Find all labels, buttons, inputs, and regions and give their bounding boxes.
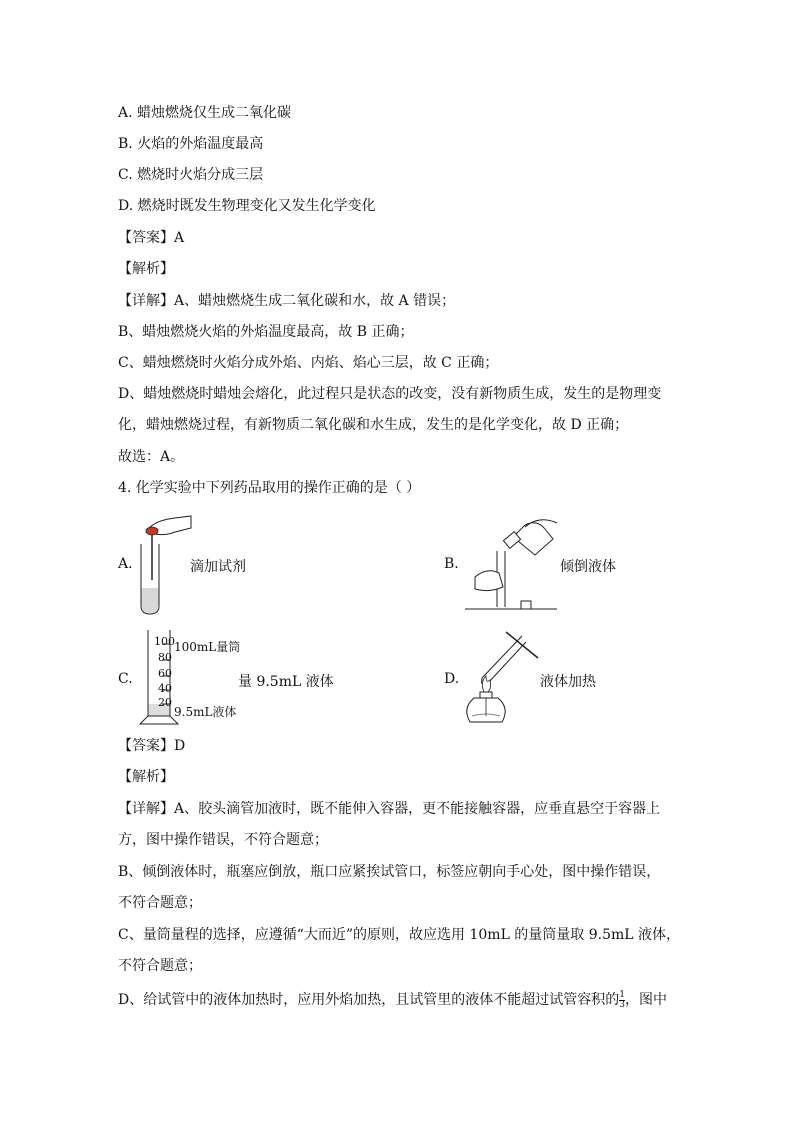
pouring-figure xyxy=(465,515,560,613)
cylinder-label: 100mL量筒 xyxy=(174,640,241,654)
fraction-numerator: 1 xyxy=(619,989,625,1000)
q4-detail-7-prefix: D、给试管中的液体加热时，应用外焰加热，且试管里的液体不能超过试管容积的 xyxy=(118,992,620,1008)
q4-detail-1: 【详解】A、胶头滴管加液时，既不能伸入容器，更不能接触容器，应垂直悬空于容器上 xyxy=(118,801,661,817)
cylinder-tick-60: 60 xyxy=(158,667,172,680)
q4-option-c-label: C. xyxy=(118,671,133,687)
q3-option-b: B. 火焰的外焰温度最高 xyxy=(118,136,264,152)
q4-analysis-title: 【解析】 xyxy=(118,769,174,785)
q3-option-c: C. 燃烧时火焰分成三层 xyxy=(118,167,264,183)
liquid-label: 9.5mL液体 xyxy=(174,705,237,719)
q4-option-d-caption: 液体加热 xyxy=(540,674,596,690)
q4-option-a-label: A. xyxy=(118,556,133,572)
q3-option-a: A. 蜡烛燃烧仅生成二氧化碳 xyxy=(118,105,292,121)
dropper-figure xyxy=(135,510,195,615)
q4-detail-2: 方，图中操作错误，不符合题意； xyxy=(118,832,328,848)
q3-detail-2: B、蜡烛燃烧火焰的外焰温度最高，故 B 正确； xyxy=(118,324,414,340)
q4-detail-5: C、量筒量程的选择，应遵循“大而近”的原则，故应选用 10mL 的量筒量取 9.5mL 液体， xyxy=(118,927,681,943)
q4-answer: 【答案】D xyxy=(118,738,186,754)
q3-detail-6: 故选：A。 xyxy=(118,449,185,465)
q4-option-b-label: B. xyxy=(444,556,459,572)
q3-detail-5: 化，蜡烛燃烧过程，有新物质二氧化碳和水生成，发生的是化学变化，故 D 正确； xyxy=(118,417,629,433)
fraction-denominator: 3 xyxy=(619,999,625,1010)
q4-option-a-caption: 滴加试剂 xyxy=(190,559,246,575)
q3-detail-3: C、蜡烛燃烧时火焰分成外焰、内焰、焰心三层，故 C 正确； xyxy=(118,355,499,371)
cylinder-tick-80: 80 xyxy=(158,651,172,664)
q4-stem: 4. 化学实验中下列药品取用的操作正确的是（ ） xyxy=(118,480,421,496)
q3-answer: 【答案】A xyxy=(118,230,185,246)
q4-detail-3: B、倾倒液体时，瓶塞应倒放，瓶口应紧挨试管口，标签应朝向手心处，图中操作错误， xyxy=(118,864,661,880)
q4-option-c-caption: 量 9.5mL 液体 xyxy=(238,674,334,690)
q3-detail-1: 【详解】A、蜡烛燃烧生成二氧化碳和水，故 A 错误； xyxy=(118,293,456,309)
q4-detail-4: 不符合题意； xyxy=(118,895,202,911)
cylinder-tick-100: 100 xyxy=(154,635,175,648)
cylinder-tick-20: 20 xyxy=(158,696,172,709)
q4-detail-7-suffix: ，图中 xyxy=(624,992,667,1008)
q4-option-d-label: D. xyxy=(444,671,460,687)
q4-option-b-caption: 倾倒液体 xyxy=(560,559,616,575)
q3-option-d: D. 燃烧时既发生物理变化又发生化学变化 xyxy=(118,198,376,214)
q3-analysis-title: 【解析】 xyxy=(118,261,174,277)
q4-detail-6: 不符合题意； xyxy=(118,958,202,974)
cylinder-tick-40: 40 xyxy=(158,682,172,695)
heating-figure xyxy=(462,628,542,728)
q4-detail-7 xyxy=(118,990,667,1010)
q3-detail-4: D、蜡烛燃烧时蜡烛会熔化，此过程只是状态的改变，没有新物质生成，发生的是物理变 xyxy=(118,386,662,402)
